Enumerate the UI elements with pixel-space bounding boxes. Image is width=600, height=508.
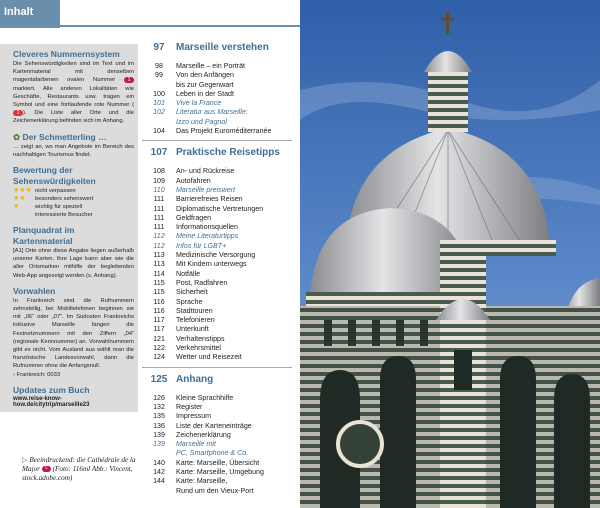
toc-entry[interactable] (142, 118, 298, 127)
entry-title: Karte: Marseille, Umgebung (176, 467, 264, 476)
entry-title: Marseille preiswert (176, 185, 236, 194)
entry-page-number: 111 (153, 195, 165, 204)
toc-entry[interactable] (142, 298, 298, 307)
entry-page-number: 99 (155, 71, 163, 80)
entry-page-number: 139 (153, 440, 165, 449)
magenta-marker-icon: 1 (124, 77, 134, 83)
toc-entry[interactable] (142, 431, 298, 440)
toc-entry[interactable] (142, 270, 298, 279)
red-marker-icon: 1 (13, 110, 23, 116)
entry-page-number: 121 (153, 334, 165, 343)
entry-title: Karte: Marseille, (176, 477, 228, 486)
entry-title: Rund um den Vieux-Port (176, 486, 254, 495)
toc-entry[interactable] (142, 214, 298, 223)
entry-title: Stadttouren (176, 306, 213, 315)
star-icon: ★★★ (13, 187, 32, 195)
entry-title: Diplomatische Vertretungen (176, 204, 264, 213)
entry-page-number: 113 (153, 251, 165, 260)
entry-title: Post, Radfahren (176, 278, 228, 287)
section-page-number: 125 (150, 373, 168, 385)
toc-entry[interactable] (142, 316, 298, 325)
entry-title: Das Projekt Euroméditerranée (176, 127, 272, 136)
entry-title: Leben in der Stadt (176, 89, 234, 98)
entry-title: Meine Literaturtipps (176, 232, 239, 241)
entry-page-number: 115 (153, 288, 165, 297)
entry-page-number: 126 (153, 393, 165, 402)
entry-page-number: 101 (153, 99, 165, 108)
cathedral-photo (300, 0, 600, 508)
entry-page-number: 111 (153, 204, 165, 213)
toc-entry[interactable] (142, 325, 298, 334)
toc-entry[interactable] (142, 232, 298, 241)
entry-title: Barrierefreies Reisen (176, 195, 243, 204)
entry-title: PC, Smartphone & Co. (176, 449, 249, 458)
toc-entry[interactable] (142, 288, 298, 297)
toc-entry[interactable] (142, 167, 298, 176)
entry-page-number: 98 (155, 62, 163, 70)
entry-title: Mit Kindern unterwegs (176, 260, 247, 269)
updates-title: Updates zum Buch (13, 384, 90, 395)
page-title: Inhalt (4, 6, 34, 18)
entry-title: Infos für LGBT+ (176, 241, 227, 250)
entry-page-number: 132 (153, 402, 165, 411)
entry-page-number: 108 (153, 167, 165, 176)
entry-page-number: 117 (153, 325, 165, 334)
entry-page-number: 110 (153, 185, 165, 194)
rating-label: wichtig für speziell (35, 204, 83, 211)
butterfly-title-text: Der Schmetterling … (22, 131, 107, 142)
toc-entry[interactable] (142, 459, 298, 468)
entry-title: Kleine Sprachhilfe (176, 393, 234, 402)
toc-entry[interactable] (142, 186, 298, 195)
photo-caption (22, 456, 140, 482)
updates-link[interactable]: www.reise-know-how.de/citytrip/marseille23 (13, 395, 90, 408)
entry-title: Zeichenerklärung (176, 430, 231, 439)
numbering-text-a: Die Sehenswürdigkeiten sind im Text und im Kartenmaterial mit denselben magentafarbenen ovalen Nummer (13, 61, 134, 84)
toc-entry[interactable] (142, 422, 298, 431)
rating-label: besonders sehenswert (35, 196, 94, 203)
legend-sidebar (0, 44, 138, 412)
entry-title: Register (176, 402, 203, 411)
toc-entry[interactable] (142, 223, 298, 232)
entry-title: Marseille – ein Porträt (176, 62, 245, 70)
entry-page-number (142, 81, 176, 90)
section-title: Marseille verstehen (176, 42, 269, 53)
toc-entry[interactable] (142, 353, 298, 362)
toc-entry[interactable] (142, 440, 298, 449)
toc-entry[interactable] (142, 403, 298, 412)
numbering-title: Cleveres Nummernsystem (13, 49, 120, 59)
entry-page-number: 144 (153, 477, 165, 486)
section-title: Praktische Reisetipps (176, 147, 280, 159)
entry-title: bis zur Gegenwart (176, 80, 234, 89)
rating-row (13, 195, 134, 203)
entry-page-number: 117 (153, 316, 165, 325)
section-title: Anhang (176, 373, 214, 385)
page-header (0, 0, 300, 28)
entry-page-number (142, 487, 176, 496)
caption-text-a: Beeindruckend: die Cathédrale de la Major (22, 456, 136, 473)
toc-section-heading[interactable] (142, 42, 298, 53)
toc-entry[interactable] (142, 99, 298, 108)
toc-entry[interactable] (142, 449, 298, 458)
entry-page-number: 124 (153, 353, 165, 362)
toc-entry[interactable] (142, 260, 298, 269)
numbering-text-b: markiert. Alle anderen Lokalitäten wie Geschäfte, Restaurants usw. tragen ein Symbol und eine fortlaufende rote Nummer ( (13, 85, 134, 109)
entry-title: Notfälle (176, 269, 201, 278)
toc-entry[interactable] (142, 412, 298, 421)
toc-entry[interactable] (142, 251, 298, 260)
toc-entry[interactable] (142, 477, 298, 486)
entry-page-number: 100 (153, 89, 165, 98)
entry-page-number: 115 (153, 278, 165, 287)
star-icon: ★ (13, 203, 20, 211)
entry-title: Sicherheit (176, 288, 208, 297)
rating-title: Bewertung der Sehenswürdigkeiten (13, 165, 96, 187)
toc-entry[interactable] (142, 242, 298, 251)
arrow-icon: ▷ (22, 456, 28, 464)
butterfly-title (13, 132, 134, 143)
toc-entry[interactable] (142, 335, 298, 344)
entry-page-number: 139 (153, 430, 165, 439)
toc-entry[interactable] (142, 468, 298, 477)
section-divider (142, 367, 292, 368)
butterfly-text: … zeigt an, wo man Angebote im Bereich des nachhaltigen Tourismus findet. (13, 143, 134, 158)
entry-page-number: 102 (153, 108, 165, 117)
numbering-text-c: ). Die Liste aller Orte und die Zeichenerklärung befinden sich im Anhang. (13, 110, 134, 125)
table-of-contents (142, 42, 298, 496)
entry-page-number: 122 (153, 344, 165, 353)
entry-page-number: 116 (153, 306, 165, 315)
entry-title: Informationsquellen (176, 223, 238, 232)
entry-page-number: 111 (153, 213, 165, 222)
rating-row (13, 203, 134, 211)
country-code: › Frankreich: 0033 (13, 371, 61, 378)
entry-page-number: 136 (153, 421, 165, 430)
grid-text: [A1] Orte ohne diese Angabe liegen außerhalb unserer Karten. Ihre Lage kann aber wie die aller Ortsmarken mithilfe der begleitenden Web-App angezeigt werden (s. Anhang). (13, 248, 134, 279)
toc-entry[interactable] (142, 90, 298, 99)
dialing-text: In Frankreich sind die Rufnummern zehnstellig, bei Mobiltelefonen beginnen sie mit „06“ oder „07“. Im Südosten Frankreichs inklusive Marseille fangen die Festnetznummern mit den Ziffern „04“ (regionale Kennnummer) an. Vorwahlnummern gibt es nicht. Vom Ausland aus wählt man die französische Landesvorwahl, dann die Rufnummer ohne die Anfangsnull. (13, 297, 134, 370)
entry-title: Marseille mit (176, 440, 216, 449)
toc-entry[interactable] (142, 81, 298, 90)
entry-title: Karte: Marseille, Übersicht (176, 458, 260, 467)
toc-entry[interactable] (142, 195, 298, 204)
magenta-marker-icon: 5 (42, 466, 51, 472)
section-page-number: 107 (150, 147, 168, 159)
caption-text-b: (Foto: 116ml Abb.: Vincent, stock.adobe.com) (22, 464, 133, 482)
entry-page-number: 112 (153, 241, 165, 250)
butterfly-icon: ✿ (13, 131, 21, 142)
entry-page-number: 109 (153, 176, 165, 185)
rating-row (13, 187, 134, 195)
numbering-text (13, 60, 134, 126)
toc-section-heading[interactable] (142, 374, 298, 385)
section-page-number: 97 (153, 42, 165, 53)
entry-title: An- und Rückreise (176, 167, 235, 176)
entry-page-number (142, 118, 176, 127)
toc-entry[interactable] (142, 394, 298, 403)
toc-entry[interactable] (142, 307, 298, 316)
entry-title: Vive la France (176, 99, 222, 108)
entry-page-number: 135 (153, 412, 165, 421)
section-divider (142, 140, 292, 141)
entry-page-number: 104 (153, 127, 165, 136)
entry-page-number: 116 (153, 297, 165, 306)
entry-page-number: 142 (153, 467, 165, 476)
entry-title: Geldfragen (176, 213, 212, 222)
rating-continuation: interessierte Besucher (35, 212, 93, 219)
entry-title: Impressum (176, 412, 212, 421)
toc-entry[interactable] (142, 205, 298, 214)
entry-page-number: 112 (153, 232, 165, 241)
header-rule (0, 25, 300, 27)
entry-title: Autofahren (176, 176, 211, 185)
entry-page-number: 111 (153, 223, 165, 232)
entry-title: Sprache (176, 297, 203, 306)
entry-title: Izzo und Pagnol (176, 117, 227, 126)
entry-title: Verkehrsmittel (176, 344, 221, 353)
dialing-title: Vorwahlen (13, 285, 56, 296)
toc-entry[interactable] (142, 127, 298, 136)
toc-entry[interactable] (142, 279, 298, 288)
star-icon: ★★ (13, 195, 26, 203)
grid-title: Planquadrat im Kartenmaterial (13, 225, 75, 247)
entry-title: Von den Anfängen (176, 71, 234, 80)
toc-entry[interactable] (142, 344, 298, 353)
entry-title: Telefonieren (176, 316, 215, 325)
entry-title: Wetter und Reisezeit (176, 353, 242, 362)
toc-section-heading[interactable] (142, 147, 298, 158)
toc-entry[interactable] (142, 487, 298, 496)
entry-page-number: 140 (153, 458, 165, 467)
toc-entry[interactable] (142, 108, 298, 117)
entry-title: Unterkunft (176, 325, 209, 334)
toc-entry[interactable] (142, 177, 298, 186)
entry-title: Literatur aus Marseille: (176, 108, 248, 117)
entry-page-number: 114 (153, 269, 165, 278)
rating-label: nicht verpassen (35, 188, 76, 195)
entry-page-number: 113 (153, 260, 165, 269)
toc-entry[interactable] (142, 62, 298, 71)
entry-page-number (142, 449, 176, 458)
toc-entry[interactable] (142, 71, 298, 80)
entry-title: Verhaltenstipps (176, 334, 225, 343)
entry-title: Liste der Karteneinträge (176, 421, 252, 430)
entry-title: Medizinische Versorgung (176, 251, 256, 260)
